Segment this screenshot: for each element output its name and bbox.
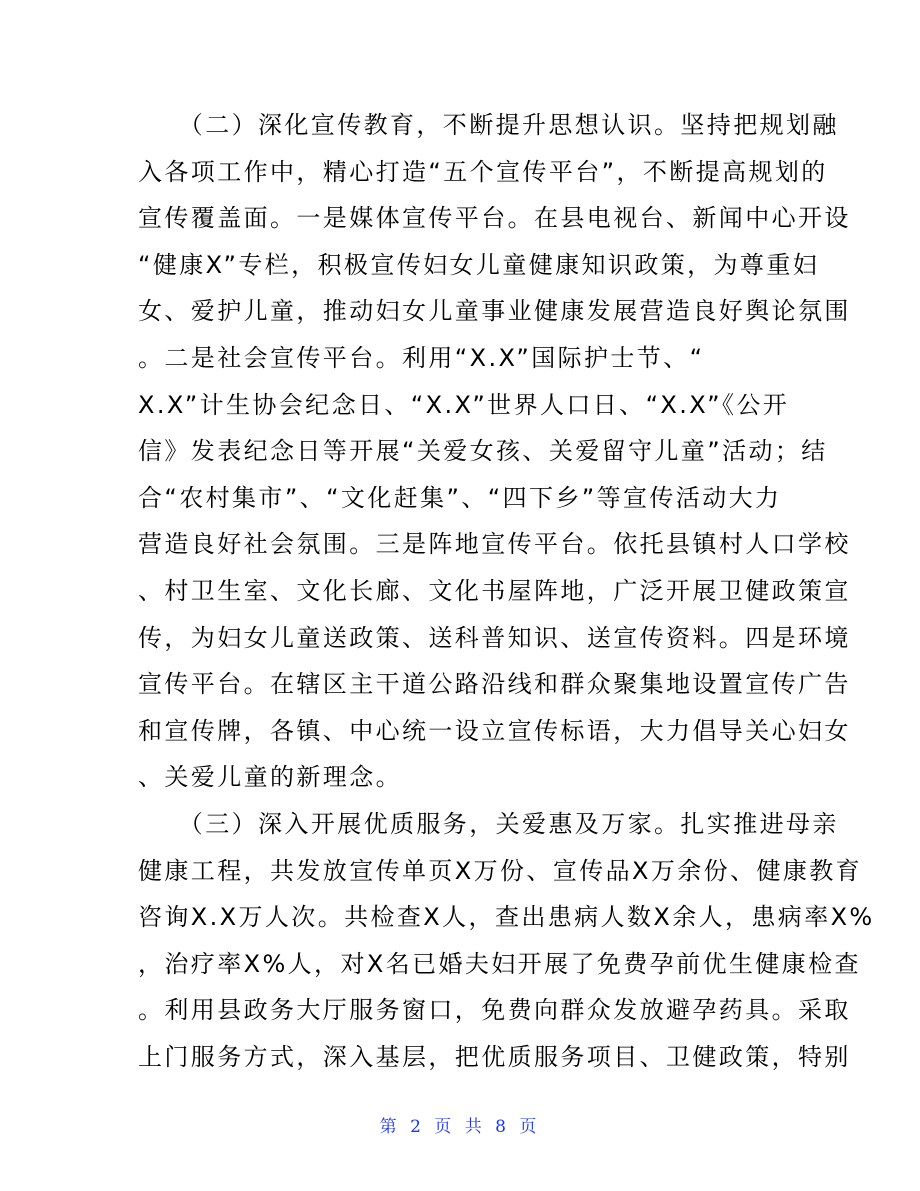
text-line: X.X”计生协会纪念日、“X.X”世界人口日、“X.X”《公开 [138, 390, 790, 419]
document-body [138, 102, 875, 1080]
text-line: 入各项工作中，精心打造“五个宣传平台”，不断提高规划的 [138, 157, 828, 186]
text-line: （二）深化宣传教育，不断提升思想认识。坚持把规划融 [138, 111, 839, 139]
text-line: （三）深入开展优质服务，关爱惠及万家。扎实推进母亲 [138, 809, 839, 838]
text-line: 、村卫生室、文化长廊、文化书屋阵地，广泛开展卫健政策宣 [138, 576, 851, 605]
text-line: 传，为妇女儿童送政策、送科普知识、送宣传资料。四是环境 [138, 623, 851, 652]
text-line: 、关爱儿童的新理念。 [138, 763, 402, 792]
text-line: 。利用县政务大厅服务窗口，免费向群众发放避孕药具。采取 [138, 996, 851, 1025]
text-line: 信》发表纪念日等开展“关爱女孩、关爱留守儿童”活动；结 [138, 437, 828, 466]
text-line: 营造良好社会氛围。三是阵地宣传平台。依托县镇村人口学校 [138, 530, 851, 559]
page-number-footer: 第 2 页 共 8 页 [379, 1117, 541, 1137]
text-line: 。二是社会宣传平台。利用“X.X”国际护士节、“ [138, 343, 705, 372]
text-line: 宣传平台。在辖区主干道公路沿线和群众聚集地设置宣传广告 [138, 670, 851, 699]
text-line: 女、爱护儿童，推动妇女儿童事业健康发展营造良好舆论氛围 [138, 297, 851, 326]
text-line: 宣传覆盖面。一是媒体宣传平台。在县电视台、新闻中心开设 [138, 204, 851, 233]
text-line: 和宣传牌，各镇、中心统一设立宣传标语，大力倡导关心妇女 [138, 716, 851, 745]
text-line: “健康X”专栏，积极宣传妇女儿童健康知识政策，为尊重妇 [138, 250, 820, 279]
text-line: ，治疗率X%人，对X名已婚夫妇开展了免费孕前优生健康检查 [138, 949, 861, 978]
text-line: 健康工程，共发放宣传单页X万份、宣传品X万余份、健康教育 [138, 856, 863, 885]
text-line: 合“农村集市”、“文化赶集”、“四下乡”等宣传活动大力 [138, 483, 782, 512]
text-line: 咨询X.X万人次。共检查X人，查出患病人数X余人，患病率X% [138, 903, 875, 932]
text-line: 上门服务方式，深入基层，把优质服务项目、卫健政策，特别 [138, 1042, 851, 1071]
